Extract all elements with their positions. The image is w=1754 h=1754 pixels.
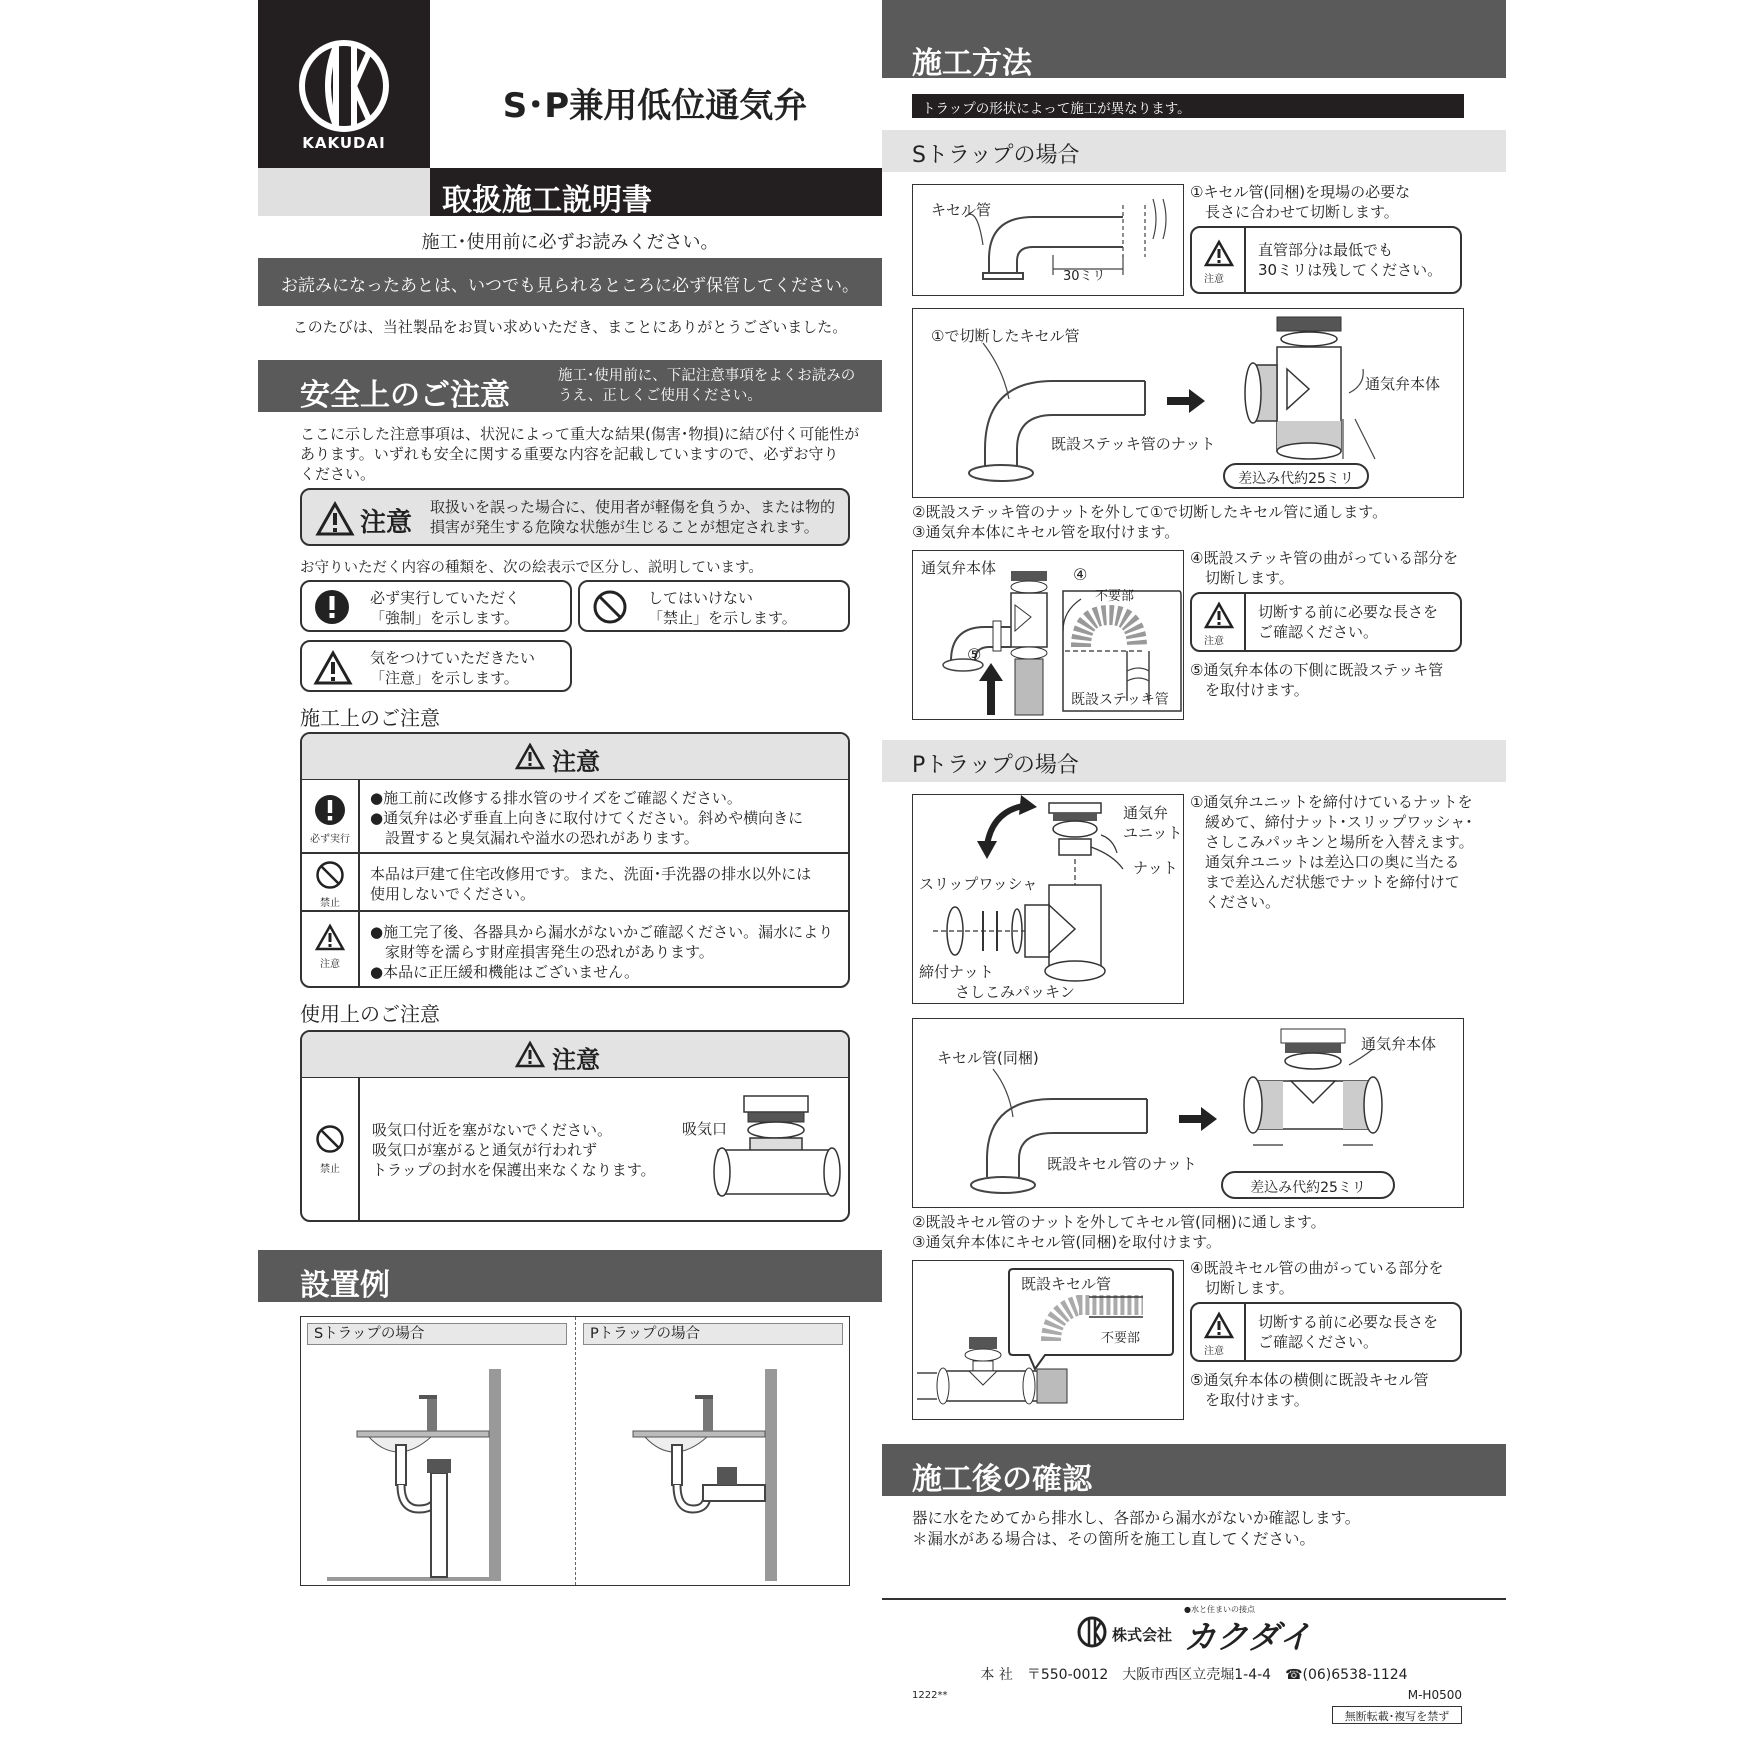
s-trap-heading-bar [882,130,1506,172]
mandatory-exclamation-icon [314,589,350,625]
examples-title: 設置例 [300,1268,390,1303]
install-row-icon-label: 禁止 [320,898,340,909]
logo-block [258,0,430,168]
safety-title-bar [258,360,882,412]
install-row-text: ●施工前に改修する排水管のサイズをご確認ください。 ●通気弁は必ず垂直上向きに取付けてください。斜めや横向きに 設置すると臭気漏れや溢水の恐れがあります。 [370,789,804,847]
after-title: 施工後の確認 [912,1462,1092,1497]
p-fig2-insert-label: 差込み代約25ミリ [1250,1180,1366,1196]
example-p-label-bar [583,1323,843,1345]
kakudai-footer-logo-icon [1076,1616,1108,1648]
p-fig1 [912,794,1184,1004]
p-trap-heading: Pトラップの場合 [912,753,1079,778]
s-caution2-text: 切断する前に必要な長さを ご確認ください。 [1258,603,1439,641]
footer-print-code: 1222** [912,1690,948,1701]
caution-definition-box [300,488,850,546]
install-caution-title: 注意 [552,748,600,776]
s-fig1-dim: 30ミリ [1063,269,1106,284]
product-title: S･P兼用低位通気弁 [502,86,808,126]
warning-triangle-icon [515,1041,545,1068]
intake-label: 吸気口 [682,1120,728,1138]
p-step5: ⑤通気弁本体の横側に既設キセル管 を取付けます。 [1190,1371,1429,1409]
install-row-text: 本品は戸建て住宅改修用です。また、洗面･手洗器の排水以外には 使用しないでください。 [370,865,812,903]
s-caution1-text: 直管部分は最低でも 30ミリは残してください。 [1258,241,1443,279]
s-fig3-num4: ④ [1073,565,1088,584]
manual-title: 取扱施工説明書 [442,183,652,218]
warning-triangle-icon [1204,602,1234,629]
s-caution1-box [1190,226,1462,294]
p-caution-box [1190,1302,1462,1362]
keep-notice: お読みになったあとは、いつでも見られるところに必ず保管してください。 [281,276,859,296]
caution-description: 取扱いを誤った場合に、使用者が軽傷を負うか、または物的 損害が発生する危険な状態が生じることが想定されます。 [430,498,836,536]
s-fig2 [912,308,1464,498]
p-fig2-insert-pill [1221,1171,1395,1199]
s-fig2-insert-label: 差込み代約25ミリ [1238,471,1354,487]
after-title-bar [882,1444,1506,1496]
install-row-icon-label: 必ず実行 [310,834,350,845]
s-fig3-pipe-label: 既設ステッキ管 [1071,692,1169,708]
p-fig1-packing-label: さしこみパッキン [955,983,1075,1001]
p-fig1-unit-label: 通気弁 ユニット [1123,804,1183,842]
thanks-text: このたびは、当社製品をお買い求めいただき、まことにありがとうございました。 [292,318,848,336]
install-row-icon-label: 注意 [320,959,340,970]
example-s-label: Sトラップの場合 [314,1326,425,1342]
install-row-text: ●施工完了後、各器具から漏水がないかご確認ください。漏水により 家財等を濡らす財産損害発生の恐れがあります。 ●本品に正圧緩和機能はございません。 [370,923,834,981]
use-row-icon-label: 禁止 [320,1164,340,1175]
footer-company-prefix: 株式会社 [1112,1626,1173,1644]
s-fig3-unneeded-label: 不要部 [1095,589,1135,604]
symbol-prohibit-box [578,580,850,632]
p-fig3-pipe-label: 既設キセル管 [1021,1275,1112,1293]
p-fig1-washer-label: スリップワッシャ [919,875,1038,893]
s-kiseru-pipe-illustration [913,185,1183,295]
footer-address: 本 社 〒550-0012 大阪市西区立売堀1-4-4 ☎(06)6538-1124 [980,1667,1408,1683]
p-step23: ②既設キセル管のナットを外してキセル管(同梱)に通します。 ③通気弁本体にキセル管(同梱)を取付けます。 [912,1213,1326,1251]
p-fig3 [912,1260,1184,1420]
s-fig3-body-label: 通気弁本体 [921,559,997,577]
safety-title-note: 施工･使用前に、下記注意事項をよくお読みの うえ、正しくご使用ください。 [558,368,856,404]
s-step1: ①キセル管(同梱)を現場の必要な 長さに合わせて切断します。 [1190,183,1411,221]
safety-title: 安全上のご注意 [300,378,510,413]
p-trap-heading-bar [882,740,1506,782]
p-step4: ④既設キセル管の曲がっている部分を 切断します。 [1190,1259,1444,1297]
symbol-caution-text: 気をつけていただきたい 「注意」を示します。 [370,649,536,687]
safety-intro: ここに示した注意事項は、状況によって重大な結果(傷害･物損)に結び付く可能性が あります。いずれも安全に関する重要な内容を記載していますので、必ずお守り ください。 [300,425,860,483]
s-fig1 [912,184,1184,296]
p-caution-text: 切断する前に必要な長さを ご確認ください。 [1258,1313,1439,1351]
p-fig2 [912,1018,1464,1208]
p-fig2-body-label: 通気弁本体 [1361,1035,1437,1053]
install-caution-table [300,732,850,988]
symbol-mandatory-box [300,580,572,632]
install-caution-header [302,734,848,780]
p-trap-example-illustration [583,1349,843,1584]
manual-title-bar [430,168,882,216]
examples-box [300,1316,850,1586]
prohibit-icon [592,589,628,625]
s-fig2-nut-label: 既設ステッキ管のナット [1051,435,1216,453]
s-fig2-body-label: 通気弁本体 [1365,375,1441,393]
s-step23: ②既設ステッキ管のナットを外して①で切断したキセル管に通します。 ③通気弁本体にキセル管を取付けます。 [912,503,1388,541]
symbol-caution-box [300,640,572,692]
warning-triangle-icon [515,743,545,770]
p-fig2-nut-label: 既設キセル管のナット [1047,1155,1197,1173]
read-before-text: 施工･使用前に必ずお読みください。 [421,232,719,253]
s-fig1-label: キセル管 [931,201,992,219]
use-row-text: 吸気口付近を塞がないでください。 吸気口が塞がると通気が行われず トラップの封水を保護出来なくなります。 [372,1121,656,1179]
p-fig3-unneeded-label: 不要部 [1101,1331,1141,1346]
method-title-bar [882,0,1506,81]
p-step1: ①通気弁ユニットを締付けているナットを 緩めて、締付ナット･スリップワッシャ･ さしこみパッキンと場所を入替えます。 通気弁ユニットは差込口の奥に当たる まで差込んだ状態でナットを締付けて ください。 [1190,793,1474,911]
s-fig3 [912,550,1184,720]
after-text: 器に水をためてから排水し、各部から漏水がないか確認します。 ＊漏水がある場合は、その箇所を施工し直してください。 [912,1509,1361,1548]
install-caution-heading: 施工上のご注意 [300,706,440,730]
footer-doc-code: M-H0500 [1407,1688,1462,1702]
s-step4: ④既設ステッキ管の曲がっている部分を 切断します。 [1190,549,1459,587]
footer-company: カクダイ [1184,1618,1311,1656]
use-caution-title: 注意 [552,1046,600,1074]
footer-copyright: 無断転載･複写を禁ず [1344,1710,1450,1723]
use-caution-header [302,1032,848,1078]
s-fig2-cut-label: ①で切断したキセル管 [931,327,1080,345]
use-caution-heading: 使用上のご注意 [300,1002,440,1026]
method-note: トラップの形状によって施工が異なります。 [922,101,1191,117]
use-caution-table [300,1030,850,1222]
method-note-bar [912,94,1464,118]
p-fig1-tnut-label: 締付ナット [919,963,994,981]
s-fig2-insert-pill [1223,463,1369,489]
warning-triangle-icon [315,924,345,951]
example-p-label: Pトラップの場合 [590,1326,700,1342]
caution-label: 注意 [1204,274,1224,285]
s-assembly-illustration [913,309,1463,497]
s-caution2-box [1190,592,1462,652]
manual-title-left-strip [258,168,430,216]
p-fig1-nut-label: ナット [1133,859,1178,877]
keep-notice-bar [258,258,882,306]
warning-triangle-icon [1204,240,1234,267]
symbol-mandatory-text: 必ず実行していただく 「強制」を示します。 [370,589,521,627]
s-trap-example-illustration [307,1349,567,1584]
s-fig3-num5: ⑤ [967,645,982,664]
warning-triangle-icon [1204,1312,1234,1339]
footer-tagline: ●水と住まいの接点 [1184,1605,1255,1614]
example-s-label-bar [307,1323,567,1345]
caution-label: 注意 [1204,1346,1224,1357]
warning-triangle-icon [314,651,352,685]
warning-triangle-icon [316,502,354,536]
mandatory-exclamation-icon [314,794,346,826]
symbols-intro: お守りいただく内容の種類を、次の絵表示で区分し、説明しています。 [300,560,763,576]
p-fig2-kiseru-label: キセル管(同梱) [937,1049,1039,1067]
s-trap-heading: Sトラップの場合 [912,143,1080,168]
examples-title-bar [258,1250,882,1302]
method-title: 施工方法 [912,46,1032,81]
symbol-prohibit-text: してはいけない 「禁止」を示します。 [648,589,797,627]
brand-name: KAKUDAI [302,134,386,152]
caution-label: 注意 [1204,636,1224,647]
s-step5: ⑤通気弁本体の下側に既設ステッキ管 を取付けます。 [1190,661,1444,699]
vent-valve-illustration [714,1088,844,1218]
prohibit-icon [315,860,345,890]
prohibit-icon [315,1124,345,1154]
caution-label: 注意 [360,508,413,538]
footer-copyright-box [1332,1706,1462,1724]
